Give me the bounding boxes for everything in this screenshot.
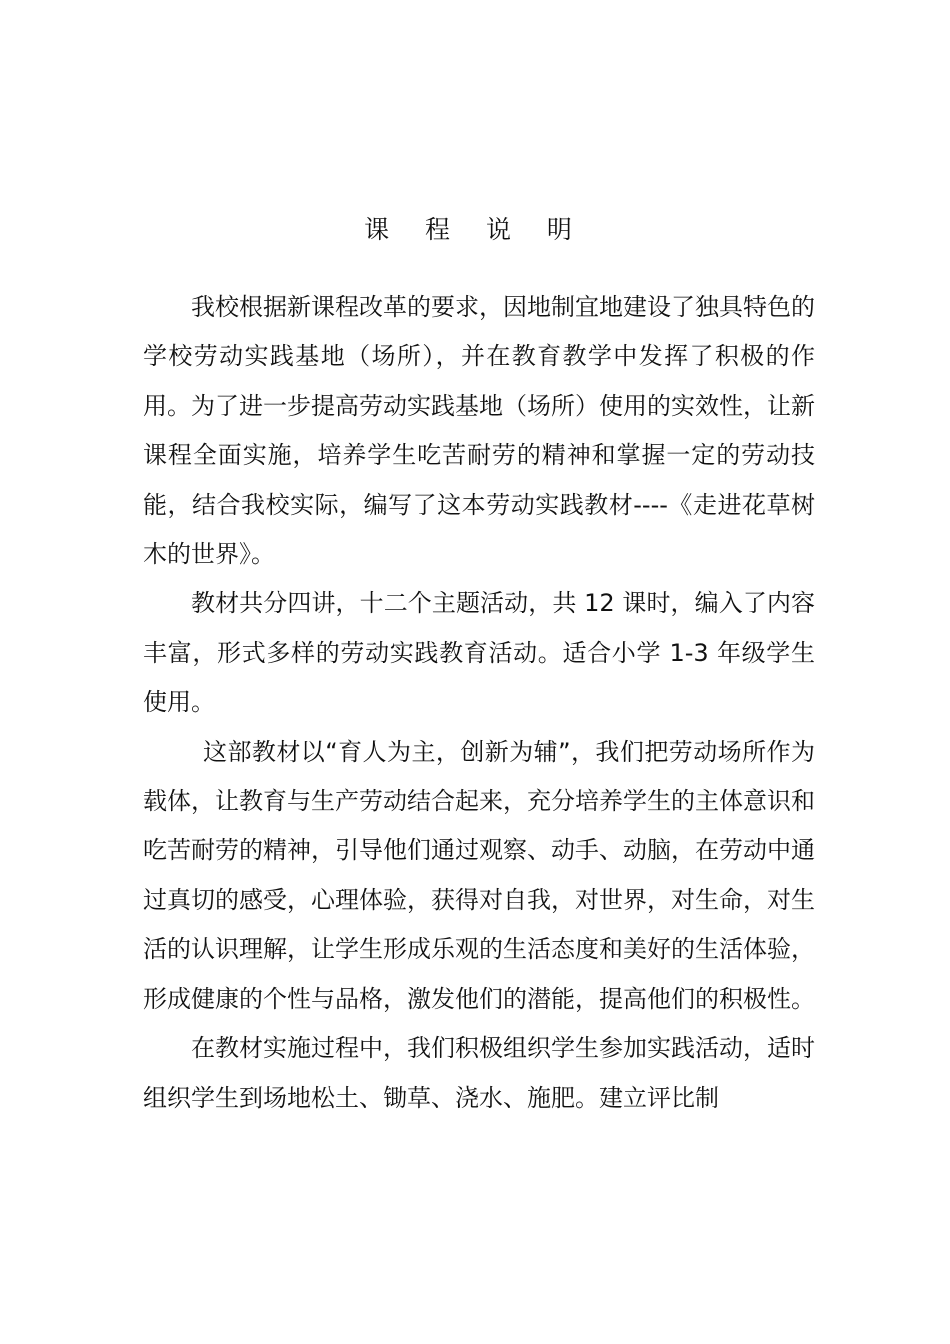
paragraph-structure: 教材共分四讲，十二个主题活动，共 12 课时，编入了内容丰富，形式多样的劳动实践教育活动。适合小学 1-3 年级学生使用。	[143, 589, 815, 717]
paragraph-philosophy: 这部教材以“育人为主，创新为辅”，我们把劳动场所作为载体，让教育与生产劳动结合起来，充分培养学生的主体意识和吃苦耐劳的精神，引导他们通过观察、动手、动脑，在劳动中通过真切的感受，心理体验，获得对自我，对世界，对生命，对生活的认识理解，让学生形成乐观的生活态度和美好的生活体验，形成健康的个性与品格，激发他们的潜能，提高他们的积极性。	[143, 737, 815, 1013]
paragraph-intro: 我校根据新课程改革的要求，因地制宜地建设了独具特色的学校劳动实践基地（场所），并在教育教学中发挥了积极的作用。为了进一步提高劳动实践基地（场所）使用的实效性，让新课程全面实施，培养学生吃苦耐劳的精神和掌握一定的劳动技能，结合我校实际，编写了这本劳动实践教材----《走进花草树木的世界》。	[143, 293, 815, 569]
document-title: 课 程 说 明	[364, 215, 586, 244]
document-body	[143, 283, 815, 1123]
paragraph-implementation: 在教材实施过程中，我们积极组织学生参加实践活动，适时组织学生到场地松土、锄草、浇水、施肥。建立评比制	[143, 1034, 815, 1112]
